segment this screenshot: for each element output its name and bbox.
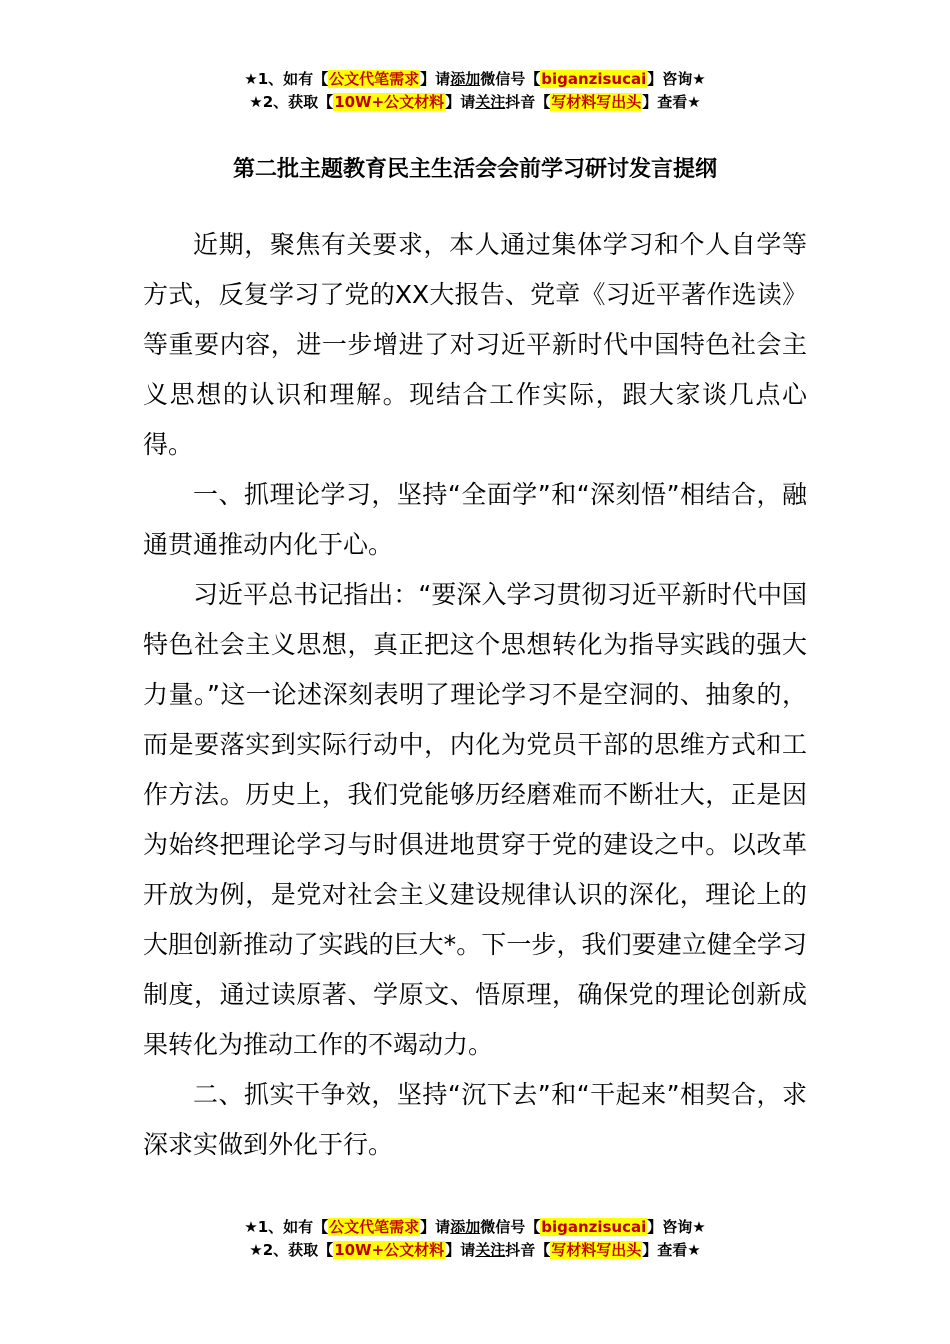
section-heading-1: 一、抓理论学习，坚持“全面学”和“深刻悟”相结合，融通贯通推动内化于心。 [143, 480, 807, 559]
promo-emphasis: 添加 [450, 1218, 481, 1236]
promo-text: 抖音【 [505, 1241, 551, 1259]
promo-highlight: biganzisucai [541, 1218, 647, 1236]
promo-line-2 [0, 1239, 950, 1262]
promo-highlight: 写材料写出头 [551, 1241, 642, 1259]
promo-text: ★2、获取【 [249, 93, 334, 111]
promo-highlight: 10W+公文材料 [334, 93, 445, 111]
bottom-promo-banner [0, 1216, 950, 1262]
promo-text: 】请 [420, 1218, 451, 1236]
body-paragraph: 习近平总书记指出：“要深入学习贯彻习近平新时代中国特色社会主义思想，真正把这个思想转化为指导实践的强大力量。”这一论述深刻表明了理论学习不是空洞的、抽象的，而是要落实到实际行动中，内化为党员干部的思维方式和工作方法。历史上，我们党能够历经磨难而不断壮大，正是因为始终把理论学习与时俱进地贯穿于党的建设之中。以改革开放为例，是党对社会主义建设规律认识的深化，理论上的大胆创新推动了实践的巨大*。下一步，我们要建立健全学习制度，通过读原著、学原文、悟原理，确保党的理论创新成果转化为推动工作的不竭动力。 [143, 580, 807, 1059]
promo-text: ★1、如有【 [244, 70, 329, 88]
promo-emphasis: 关注 [475, 93, 506, 111]
body-paragraph: 近期，聚焦有关要求，本人通过集体学习和个人自学等方式，反复学习了党的XX大报告、党章《习近平著作选读》等重要内容，进一步增进了对习近平新时代中国特色社会主义思想的认识和理解。现结合工作实际，跟大家谈几点心得。 [143, 230, 807, 459]
promo-text: 微信号【 [480, 70, 541, 88]
promo-text: 抖音【 [505, 93, 551, 111]
promo-text: 】查看★ [642, 1241, 701, 1259]
promo-highlight: 公文代笔需求 [329, 1218, 420, 1236]
promo-text: 】咨询★ [647, 1218, 706, 1236]
promo-text: 】请 [445, 1241, 476, 1259]
promo-text: 微信号【 [480, 1218, 541, 1236]
promo-highlight: 10W+公文材料 [334, 1241, 445, 1259]
promo-emphasis: 关注 [475, 1241, 506, 1259]
promo-text: 】咨询★ [647, 70, 706, 88]
promo-text: 】查看★ [642, 93, 701, 111]
section-heading-2: 二、抓实干争效，坚持“沉下去”和“干起来”相契合，求深求实做到外化于行。 [143, 1080, 807, 1159]
promo-text: ★2、获取【 [249, 1241, 334, 1259]
promo-text: ★1、如有【 [244, 1218, 329, 1236]
promo-line-2 [0, 91, 950, 114]
promo-text: 】请 [420, 70, 451, 88]
promo-line-1 [0, 1216, 950, 1239]
promo-emphasis: 添加 [450, 70, 481, 88]
promo-highlight: 公文代笔需求 [329, 70, 420, 88]
promo-highlight: biganzisucai [541, 70, 647, 88]
document-body [143, 220, 807, 1170]
promo-text: 】请 [445, 93, 476, 111]
promo-line-1 [0, 68, 950, 91]
promo-highlight: 写材料写出头 [551, 93, 642, 111]
top-promo-banner [0, 68, 950, 114]
document-title: 第二批主题教育民主生活会会前学习研讨发言提纲 [232, 157, 717, 182]
